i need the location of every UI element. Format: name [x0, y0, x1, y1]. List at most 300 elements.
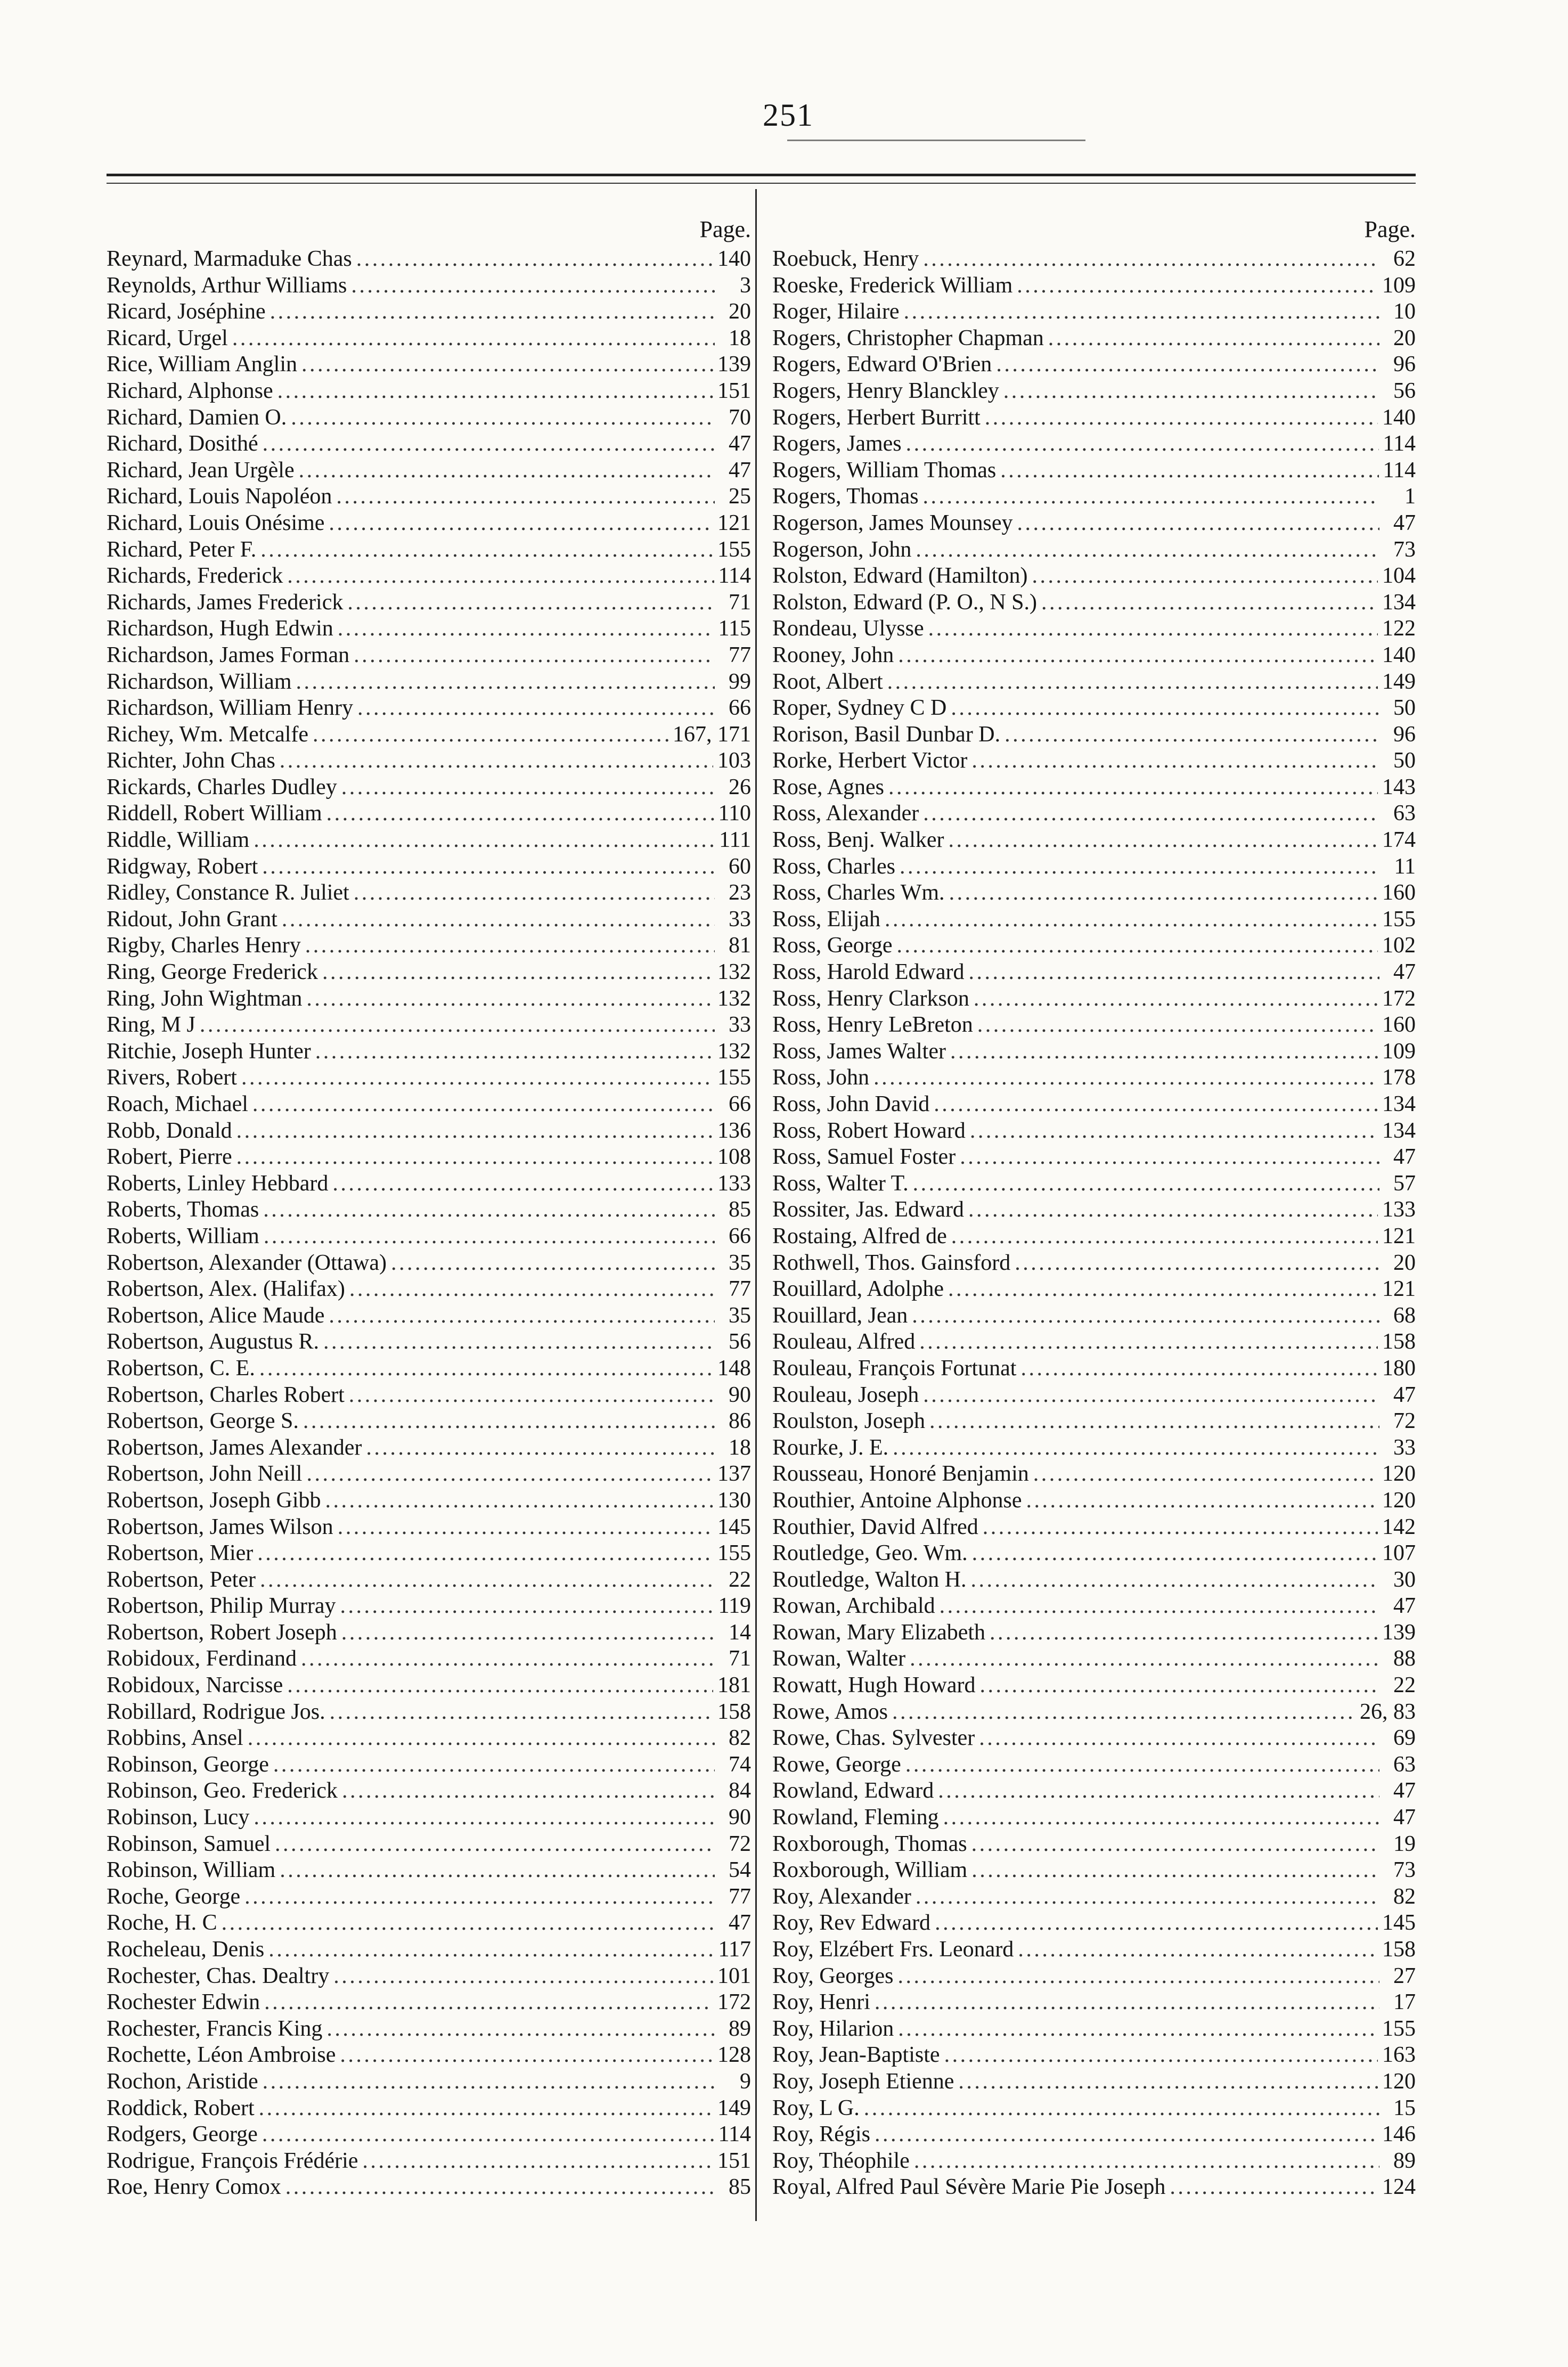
- leader-dots: [888, 774, 1378, 801]
- entry-name: Roche, George: [107, 1884, 241, 1909]
- entry-name: Ross, Henry Clarkson: [772, 986, 969, 1011]
- leader-dots: [923, 1382, 1379, 1409]
- entry-page: 119: [718, 1594, 751, 1619]
- right-index-column: [772, 213, 1416, 2201]
- entry-name: Richardson, William Henry: [107, 696, 353, 721]
- leader-dots: [315, 1039, 713, 1065]
- leader-dots: [912, 1303, 1379, 1329]
- index-entry: [107, 590, 751, 616]
- leader-dots: [291, 405, 715, 431]
- index-entry: [772, 2016, 1416, 2043]
- leader-dots: [923, 801, 1379, 827]
- leader-dots: [264, 1223, 715, 1250]
- entry-page: 104: [1382, 564, 1416, 589]
- index-entry: [772, 1461, 1416, 1488]
- entry-page: 108: [717, 1145, 751, 1170]
- entry-page: 27: [1393, 1963, 1416, 1988]
- entry-page: 66: [729, 696, 751, 721]
- leader-dots: [950, 1039, 1378, 1065]
- leader-dots: [244, 1884, 715, 1911]
- entry-page: 128: [717, 2043, 751, 2068]
- index-entry: [772, 774, 1416, 801]
- index-entry: [772, 1646, 1416, 1672]
- index-entry: [772, 2069, 1416, 2095]
- leader-dots: [951, 1223, 1378, 1250]
- leader-dots: [254, 827, 715, 854]
- entry-name: Roach, Michael: [107, 1092, 248, 1116]
- entry-name: Rice, William Anglin: [107, 352, 298, 377]
- index-entry: [107, 2069, 751, 2095]
- leader-dots: [263, 2069, 715, 2095]
- leader-dots: [341, 774, 715, 801]
- right-entry-list: [772, 246, 1416, 2201]
- leader-dots: [351, 273, 715, 299]
- leader-dots: [1017, 273, 1378, 299]
- leader-dots: [898, 2016, 1378, 2043]
- leader-dots: [268, 1937, 714, 1963]
- entry-name: Roe, Henry Comox: [107, 2175, 281, 2200]
- entry-name: Royal, Alfred Paul Sévère Marie Pie Joseph: [772, 2175, 1166, 2200]
- index-entry: [772, 1593, 1416, 1620]
- index-entry: [107, 1910, 751, 1937]
- entry-page: 22: [729, 1567, 751, 1592]
- index-entry: [107, 246, 751, 273]
- entry-name: Robertson, James Wilson: [107, 1514, 333, 1539]
- entry-name: Roebuck, Henry: [772, 247, 919, 271]
- entry-name: Ross, Robert Howard: [772, 1118, 966, 1143]
- index-entry: [772, 1567, 1416, 1594]
- leader-dots: [972, 1540, 1378, 1567]
- entry-page: 60: [729, 854, 751, 879]
- entry-page: 151: [717, 2148, 751, 2173]
- entry-page: 88: [1393, 1646, 1416, 1671]
- index-entry: [107, 642, 751, 669]
- entry-page: 142: [1382, 1514, 1416, 1539]
- entry-page: 22: [1393, 1673, 1416, 1698]
- entry-page: 121: [717, 510, 751, 535]
- index-entry: [107, 378, 751, 405]
- index-entry: [772, 1250, 1416, 1277]
- entry-name: Rowan, Archibald: [772, 1594, 935, 1619]
- entry-name: Rogers, Herbert Burritt: [772, 405, 981, 430]
- entry-page: 19: [1393, 1831, 1416, 1856]
- header-rule-thick: [107, 174, 1416, 176]
- leader-dots: [326, 2016, 715, 2043]
- entry-name: Roy, Hilarion: [772, 2016, 894, 2041]
- entry-name: Rogerson, James Mounsey: [772, 510, 1013, 535]
- leader-dots: [329, 510, 713, 537]
- entry-page: 134: [1382, 1092, 1416, 1116]
- leader-dots: [329, 1303, 715, 1329]
- entry-name: Ring, M J: [107, 1013, 195, 1038]
- entry-page: 84: [729, 1778, 751, 1803]
- entry-name: Ridgway, Robert: [107, 854, 258, 879]
- entry-page: 17: [1393, 1990, 1416, 2015]
- leader-dots: [960, 1144, 1379, 1171]
- entry-page: 151: [717, 378, 751, 403]
- leader-dots: [944, 2042, 1378, 2069]
- entry-page: 122: [1382, 616, 1416, 641]
- leader-dots: [1041, 590, 1378, 616]
- entry-page: 103: [717, 748, 751, 773]
- entry-page: 72: [729, 1831, 751, 1856]
- entry-name: Roger, Hilaire: [772, 299, 900, 324]
- leader-dots: [1032, 563, 1378, 590]
- entry-page: 69: [1393, 1726, 1416, 1751]
- entry-page: 155: [717, 537, 751, 562]
- index-entry: [772, 986, 1416, 1013]
- entry-page: 115: [718, 616, 751, 641]
- index-entry: [107, 907, 751, 933]
- leader-dots: [254, 1805, 715, 1831]
- leader-dots: [938, 1778, 1379, 1805]
- entry-page: 20: [729, 299, 751, 324]
- entry-page: 23: [729, 880, 751, 905]
- entry-name: Rochester, Francis King: [107, 2016, 323, 2041]
- leader-dots: [313, 722, 668, 748]
- leader-dots: [875, 1989, 1379, 2016]
- entry-page: 107: [1382, 1541, 1416, 1566]
- index-entry: [107, 748, 751, 774]
- leader-dots: [341, 1620, 715, 1646]
- index-entry: [772, 642, 1416, 669]
- index-entry: [772, 2174, 1416, 2201]
- leader-dots: [887, 669, 1378, 696]
- entry-name: Rostaing, Alfred de: [772, 1223, 947, 1248]
- entry-name: Rourke, J. E.: [772, 1435, 889, 1460]
- column-divider: [755, 189, 757, 2221]
- entry-name: Rowe, Amos: [772, 1699, 888, 1724]
- entry-name: Richter, John Chas: [107, 748, 275, 773]
- entry-page: 140: [1382, 405, 1416, 430]
- entry-page: 47: [1393, 1145, 1416, 1170]
- index-entry: [772, 246, 1416, 273]
- leader-dots: [913, 1171, 1379, 1197]
- entry-page: 72: [1393, 1409, 1416, 1434]
- index-entry: [772, 1540, 1416, 1567]
- entry-name: Rouillard, Adolphe: [772, 1277, 944, 1302]
- entry-name: Richard, Dosithé: [107, 431, 258, 456]
- index-entry: [107, 1805, 751, 1831]
- index-entry: [107, 695, 751, 722]
- leader-dots: [362, 2148, 713, 2175]
- entry-page: 163: [1382, 2043, 1416, 2068]
- entry-page: 133: [1382, 1197, 1416, 1222]
- index-entry: [772, 1488, 1416, 1514]
- leader-dots: [338, 1514, 713, 1541]
- entry-page: 47: [1393, 1594, 1416, 1619]
- entry-page: 73: [1393, 1858, 1416, 1883]
- index-entry: [772, 1884, 1416, 1911]
- leader-dots: [923, 246, 1379, 273]
- index-entry: [772, 563, 1416, 590]
- leader-dots: [1000, 458, 1378, 484]
- entry-name: Routhier, Antoine Alphonse: [772, 1488, 1022, 1513]
- index-entry: [107, 1435, 751, 1462]
- entry-page: 96: [1393, 722, 1416, 747]
- entry-page: 146: [1382, 2122, 1416, 2147]
- entry-page: 71: [729, 1646, 751, 1671]
- entry-name: Roy, Henri: [772, 1990, 870, 2015]
- entry-page: 114: [1383, 458, 1416, 483]
- entry-page: 70: [729, 405, 751, 430]
- leader-dots: [325, 1488, 714, 1514]
- index-entry: [107, 484, 751, 510]
- entry-name: Ross, John: [772, 1065, 870, 1090]
- entry-name: Reynolds, Arthur Williams: [107, 273, 347, 298]
- leader-dots: [977, 1012, 1378, 1039]
- entry-page: 102: [1382, 933, 1416, 958]
- entry-page: 120: [1382, 1462, 1416, 1487]
- entry-name: Rigby, Charles Henry: [107, 933, 301, 958]
- entry-name: Ross, Charles: [772, 854, 895, 879]
- entry-name: Robidoux, Narcisse: [107, 1673, 283, 1698]
- index-entry: [107, 1672, 751, 1699]
- entry-page: 181: [717, 1673, 751, 1698]
- entry-name: Robertson, Joseph Gibb: [107, 1488, 321, 1513]
- index-entry: [107, 1514, 751, 1541]
- index-entry: [772, 325, 1416, 352]
- index-entry: [772, 1303, 1416, 1329]
- entry-page: 145: [1382, 1911, 1416, 1936]
- leader-dots: [340, 2042, 713, 2069]
- index-entry: [772, 907, 1416, 933]
- entry-page: 77: [729, 1277, 751, 1302]
- entry-name: Ricard, Urgel: [107, 325, 228, 350]
- entry-page: 149: [717, 2095, 751, 2120]
- leader-dots: [280, 748, 713, 774]
- index-entry: [107, 273, 751, 299]
- entry-name: Roddick, Robert: [107, 2095, 255, 2120]
- index-entry: [772, 1171, 1416, 1197]
- entry-page: 148: [717, 1356, 751, 1381]
- index-entry: [772, 1778, 1416, 1805]
- entry-page: 1: [1404, 484, 1416, 509]
- entry-name: Ring, George Frederick: [107, 960, 318, 985]
- index-entry: [107, 1356, 751, 1382]
- entry-name: Robert, Pierre: [107, 1145, 232, 1170]
- index-entry: [772, 801, 1416, 827]
- leader-dots: [892, 1699, 1355, 1726]
- entry-page: 35: [729, 1303, 751, 1328]
- index-entry: [107, 563, 751, 590]
- entry-name: Robertson, Peter: [107, 1567, 256, 1592]
- index-entry: [107, 1382, 751, 1409]
- leader-dots: [974, 986, 1378, 1013]
- entry-name: Roy, Alexander: [772, 1884, 911, 1909]
- index-entry: [107, 1303, 751, 1329]
- entry-name: Robb, Donald: [107, 1118, 232, 1143]
- index-entry: [107, 1620, 751, 1646]
- leader-dots: [264, 1989, 713, 2016]
- entry-page: 10: [1393, 299, 1416, 324]
- index-entry: [772, 1963, 1416, 1990]
- leader-dots: [273, 1752, 715, 1778]
- entry-name: Routledge, Walton H.: [772, 1567, 967, 1592]
- index-entry: [772, 1144, 1416, 1171]
- leader-dots: [338, 616, 714, 642]
- entry-page: 33: [1393, 1435, 1416, 1460]
- leader-dots: [232, 325, 715, 352]
- entry-page: 140: [717, 247, 751, 271]
- entry-name: Robbins, Ansel: [107, 1726, 243, 1751]
- index-entry: [772, 1435, 1416, 1462]
- entry-name: Reynard, Marmaduke Chas: [107, 247, 352, 271]
- leader-dots: [906, 431, 1379, 458]
- entry-page: 139: [717, 352, 751, 377]
- leader-dots: [979, 1725, 1379, 1752]
- leader-dots: [864, 2095, 1379, 2122]
- index-entry: [107, 1778, 751, 1805]
- entry-page: 120: [1382, 1488, 1416, 1513]
- entry-name: Richard, Louis Onésime: [107, 510, 325, 535]
- leader-dots: [259, 2095, 713, 2122]
- leader-dots: [356, 246, 713, 273]
- leader-dots: [929, 1408, 1379, 1435]
- leader-dots: [241, 1065, 713, 1091]
- entry-page: 50: [1393, 696, 1416, 721]
- index-entry: [772, 2095, 1416, 2122]
- entry-page: 114: [1383, 431, 1416, 456]
- entry-name: Robertson, James Alexander: [107, 1435, 362, 1460]
- index-entry: [107, 854, 751, 880]
- entry-name: Rothwell, Thos. Gainsford: [772, 1250, 1011, 1275]
- index-entry: [107, 458, 751, 484]
- leader-dots: [354, 642, 715, 669]
- leader-dots: [948, 1276, 1378, 1303]
- entry-name: Rogers, James: [772, 431, 902, 456]
- leader-dots: [968, 1197, 1378, 1223]
- entry-page: 56: [729, 1329, 751, 1354]
- entry-page: 133: [717, 1171, 751, 1196]
- entry-name: Rouillard, Jean: [772, 1303, 908, 1328]
- entry-name: Richards, Frederick: [107, 564, 283, 589]
- index-entry: [107, 325, 751, 352]
- index-entry: [772, 458, 1416, 484]
- entry-page: 132: [717, 1039, 751, 1064]
- entry-page: 143: [1382, 774, 1416, 799]
- entry-name: Robertson, Augustus R.: [107, 1329, 320, 1354]
- leader-dots: [951, 695, 1379, 722]
- index-entry: [107, 1593, 751, 1620]
- leader-dots: [916, 1884, 1379, 1911]
- leader-dots: [923, 484, 1379, 510]
- index-entry: [772, 1805, 1416, 1831]
- entry-page: 120: [1382, 2069, 1416, 2094]
- leader-dots: [236, 1144, 713, 1171]
- index-entry: [772, 1831, 1416, 1858]
- page-number: 251: [763, 97, 814, 133]
- leader-dots: [1003, 378, 1379, 405]
- index-entry: [772, 1197, 1416, 1223]
- index-entry: [772, 1514, 1416, 1541]
- entry-name: Rocheleau, Denis: [107, 1937, 265, 1962]
- entry-page: 110: [718, 801, 751, 826]
- entry-name: Ross, Charles Wm.: [772, 880, 945, 905]
- index-entry: [772, 1118, 1416, 1145]
- entry-page: 117: [718, 1937, 751, 1962]
- entry-page: 25: [729, 484, 751, 509]
- entry-name: Robertson, Mier: [107, 1541, 254, 1566]
- leader-dots: [970, 1118, 1378, 1145]
- entry-page: 137: [717, 1462, 751, 1487]
- leader-dots: [971, 748, 1379, 774]
- entry-page: 99: [729, 669, 751, 694]
- entry-page: 96: [1393, 352, 1416, 377]
- index-entry: [772, 880, 1416, 907]
- entry-page: 50: [1393, 748, 1416, 773]
- leader-dots: [904, 299, 1379, 325]
- index-entry: [107, 405, 751, 431]
- leader-dots: [336, 484, 715, 510]
- leader-dots: [275, 1831, 715, 1858]
- index-entry: [107, 2121, 751, 2148]
- leader-dots: [287, 563, 714, 590]
- leader-dots: [349, 1382, 715, 1409]
- entry-name: Rolston, Edward (Hamilton): [772, 564, 1028, 589]
- leader-dots: [990, 1620, 1378, 1646]
- leader-dots: [1018, 1937, 1378, 1963]
- entry-page: 33: [729, 1013, 751, 1038]
- index-entry: [772, 378, 1416, 405]
- leader-dots: [257, 1540, 713, 1567]
- index-entry: [107, 2016, 751, 2043]
- entry-page: 155: [717, 1065, 751, 1090]
- leader-dots: [916, 537, 1379, 564]
- entry-page: 90: [729, 1805, 751, 1830]
- entry-page: 85: [729, 1197, 751, 1222]
- index-entry: [107, 986, 751, 1013]
- entry-page: 63: [1393, 1752, 1416, 1777]
- entry-page: 56: [1393, 378, 1416, 403]
- index-entry: [772, 510, 1416, 537]
- entry-page: 66: [729, 1223, 751, 1248]
- leader-dots: [236, 1118, 713, 1145]
- entry-name: Richardson, William: [107, 669, 292, 694]
- entry-name: Rickards, Charles Dudley: [107, 774, 337, 799]
- entry-name: Rogerson, John: [772, 537, 912, 562]
- entry-name: Robinson, Geo. Frederick: [107, 1778, 338, 1803]
- index-entry: [772, 1620, 1416, 1646]
- entry-name: Roeske, Frederick William: [772, 273, 1013, 298]
- entry-page: 109: [1382, 1039, 1416, 1064]
- entry-page: 158: [1382, 1937, 1416, 1962]
- entry-name: Rogers, Christopher Chapman: [772, 325, 1044, 350]
- index-entry: [107, 299, 751, 325]
- entry-page: 89: [729, 2016, 751, 2041]
- entry-name: Richard, Peter F.: [107, 537, 257, 562]
- leader-dots: [928, 616, 1378, 642]
- leader-dots: [330, 1699, 713, 1726]
- entry-name: Roxborough, William: [772, 1858, 968, 1883]
- entry-page: 77: [729, 1884, 751, 1909]
- leader-dots: [299, 458, 715, 484]
- entry-name: Riddell, Robert William: [107, 801, 322, 826]
- left-entry-list: [107, 246, 751, 2201]
- index-entry: [772, 854, 1416, 880]
- index-entry: [107, 352, 751, 378]
- leader-dots: [971, 1831, 1379, 1858]
- entry-name: Robertson, Alice Maude: [107, 1303, 325, 1328]
- entry-page: 149: [1382, 669, 1416, 694]
- index-entry: [107, 1752, 751, 1778]
- entry-name: Ross, James Walter: [772, 1039, 946, 1064]
- entry-name: Ross, John David: [772, 1092, 930, 1116]
- leader-dots: [340, 1593, 714, 1620]
- entry-page: 18: [729, 1435, 751, 1460]
- entry-page: 74: [729, 1752, 751, 1777]
- index-entry: [107, 1276, 751, 1303]
